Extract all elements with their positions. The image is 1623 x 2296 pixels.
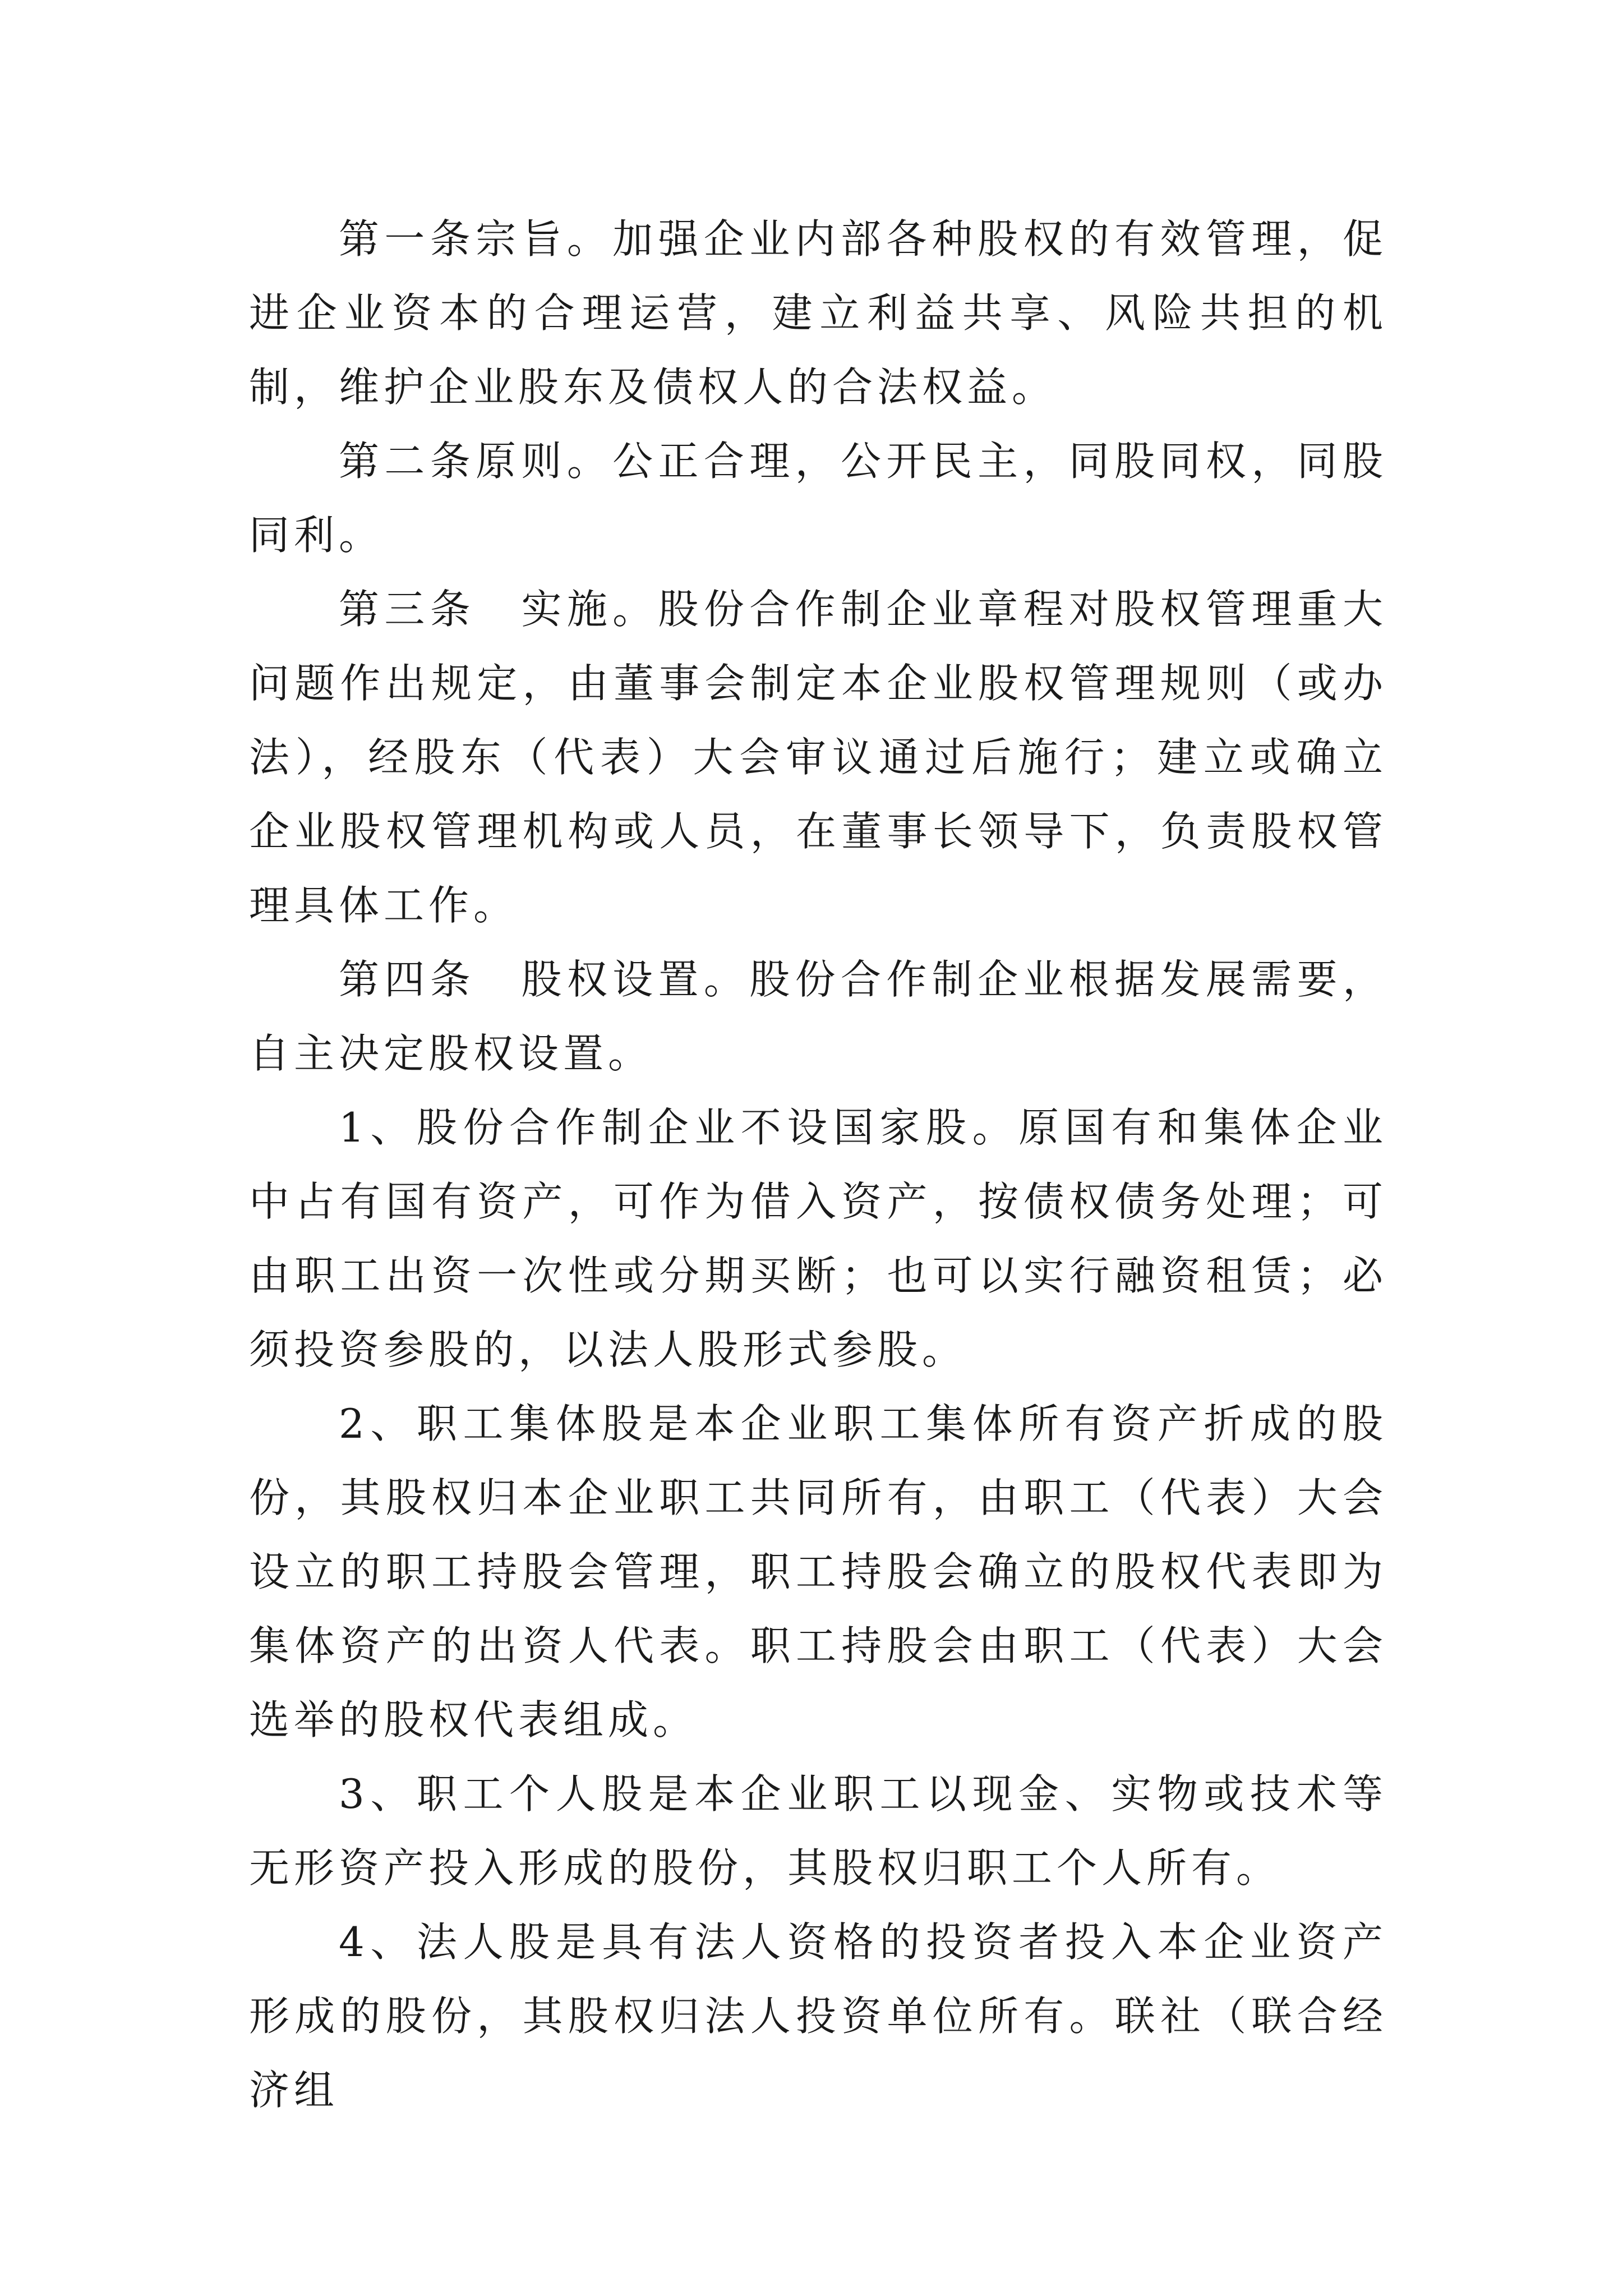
clause-1-paragraph: 1、股份合作制企业不设国家股。原国有和集体企业中占有国有资产，可作为借入资产，按债权债务处理；可由职工出资一次性或分期买断；也可以实行融资租赁；必须投资参股的，以法人股形式参股。	[249, 1104, 1387, 1373]
clause-3-paragraph: 3、职工个人股是本企业职工以现金、实物或技术等无形资产投入形成的股份，其股权归职工个人所有。	[249, 1770, 1387, 1892]
clause-2-paragraph: 2、职工集体股是本企业职工集体所有资产折成的股份，其股权归本企业职工共同所有，由职工（代表）大会设立的职工持股会管理，职工持股会确立的股权代表即为集体资产的出资人代表。职工持股会由职工（代表）大会选举的股权代表组成。	[249, 1400, 1387, 1743]
document-body	[249, 202, 1387, 2127]
article-4-paragraph: 第四条 股权设置。股份合作制企业根据发展需要，自主决定股权设置。	[249, 956, 1387, 1077]
article-1-paragraph: 第一条宗旨。加强企业内部各种股权的有效管理，促进企业资本的合理运营，建立利益共享、风险共担的机制，维护企业股东及债权人的合法权益。	[249, 215, 1387, 411]
article-3-paragraph: 第三条 实施。股份合作制企业章程对股权管理重大问题作出规定，由董事会制定本企业股权管理规则（或办法），经股东（代表）大会审议通过后施行；建立或确立企业股权管理机构或人员，在董事长领导下，负责股权管理具体工作。	[249, 586, 1387, 929]
article-2-paragraph: 第二条原则。公正合理，公开民主，同股同权，同股同利。	[249, 438, 1387, 559]
clause-4-paragraph: 4、法人股是具有法人资格的投资者投入本企业资产形成的股份，其股权归法人投资单位所有。联社（联合经济组	[249, 1918, 1387, 2114]
